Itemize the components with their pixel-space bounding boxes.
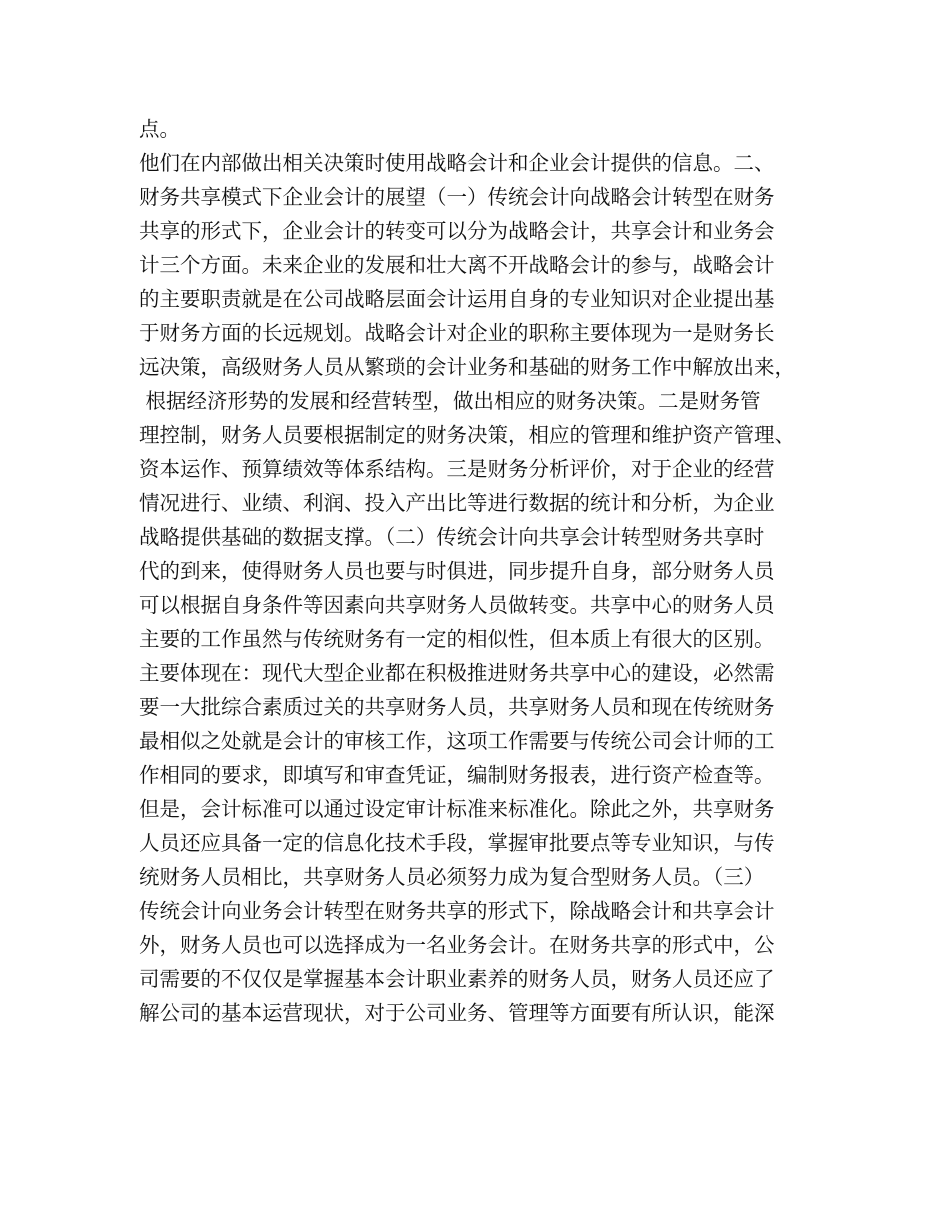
text-line: 要一大批综合素质过关的共享财务人员，共享财务人员和现在传统财务 <box>139 695 775 719</box>
text-line: 理控制，财务人员要根据制定的财务决策，相应的管理和维护资产管理、 <box>139 423 795 447</box>
text-line: 共享的形式下，企业会计的转变可以分为战略会计，共享会计和业务会 <box>139 219 775 243</box>
text-line: 主要的工作虽然与传统财务有一定的相似性，但本质上有很大的区别。 <box>139 627 775 651</box>
text-line: 主要体现在：现代大型企业都在积极推进财务共享中心的建设，必然需 <box>139 661 775 685</box>
text-line: 战略提供基础的数据支撑。（二）传统会计向共享会计转型财务共享时 <box>139 525 765 549</box>
text-line: 远决策，高级财务人员从繁琐的会计业务和基础的财务工作中解放出来， <box>139 355 795 379</box>
text-line: 最相似之处就是会计的审核工作，这项工作需要与传统公司会计师的工 <box>139 729 775 753</box>
text-line: 计三个方面。未来企业的发展和壮大离不开战略会计的参与，战略会计 <box>139 253 775 277</box>
text-line: 可以根据自身条件等因素向共享财务人员做转变。共享中心的财务人员 <box>139 593 775 617</box>
text-line: 代的到来，使得财务人员也要与时俱进，同步提升自身，部分财务人员 <box>139 559 775 583</box>
text-line: 情况进行、业绩、利润、投入产出比等进行数据的统计和分析，为企业 <box>139 491 775 515</box>
body-text <box>139 112 829 1030</box>
text-line: 但是，会计标准可以通过设定审计标准来标准化。除此之外，共享财务 <box>139 797 775 821</box>
text-line: 外，财务人员也可以选择成为一名业务会计。在财务共享的形式中，公 <box>139 933 775 957</box>
text-line: 财务共享模式下企业会计的展望（一）传统会计向战略会计转型在财务 <box>139 185 775 209</box>
text-line: 解公司的基本运营现状，对于公司业务、管理等方面要有所认识，能深 <box>139 1001 775 1025</box>
text-line: 的主要职责就是在公司战略层面会计运用自身的专业知识对企业提出基 <box>139 287 775 311</box>
text-line: 司需要的不仅仅是掌握基本会计职业素养的财务人员，财务人员还应了 <box>139 967 775 991</box>
text-line: 统财务人员相比，共享财务人员必须努力成为复合型财务人员。（三） <box>139 865 765 889</box>
text-line: 点。 <box>139 117 180 141</box>
text-line: 人员还应具备一定的信息化技术手段，掌握审批要点等专业知识，与传 <box>139 831 775 855</box>
text-line: 于财务方面的长远规划。战略会计对企业的职称主要体现为一是财务长 <box>139 321 775 345</box>
text-line: 作相同的要求，即填写和审查凭证，编制财务报表，进行资产检查等。 <box>139 763 775 787</box>
text-line: 传统会计向业务会计转型在财务共享的形式下，除战略会计和共享会计 <box>139 899 775 923</box>
text-line: 资本运作、预算绩效等体系结构。三是财务分析评价，对于企业的经营 <box>139 457 775 481</box>
text-line: 根据经济形势的发展和经营转型，做出相应的财务决策。二是财务管 <box>139 389 761 413</box>
text-line: 他们在内部做出相关决策时使用战略会计和企业会计提供的信息。二、 <box>139 151 775 175</box>
